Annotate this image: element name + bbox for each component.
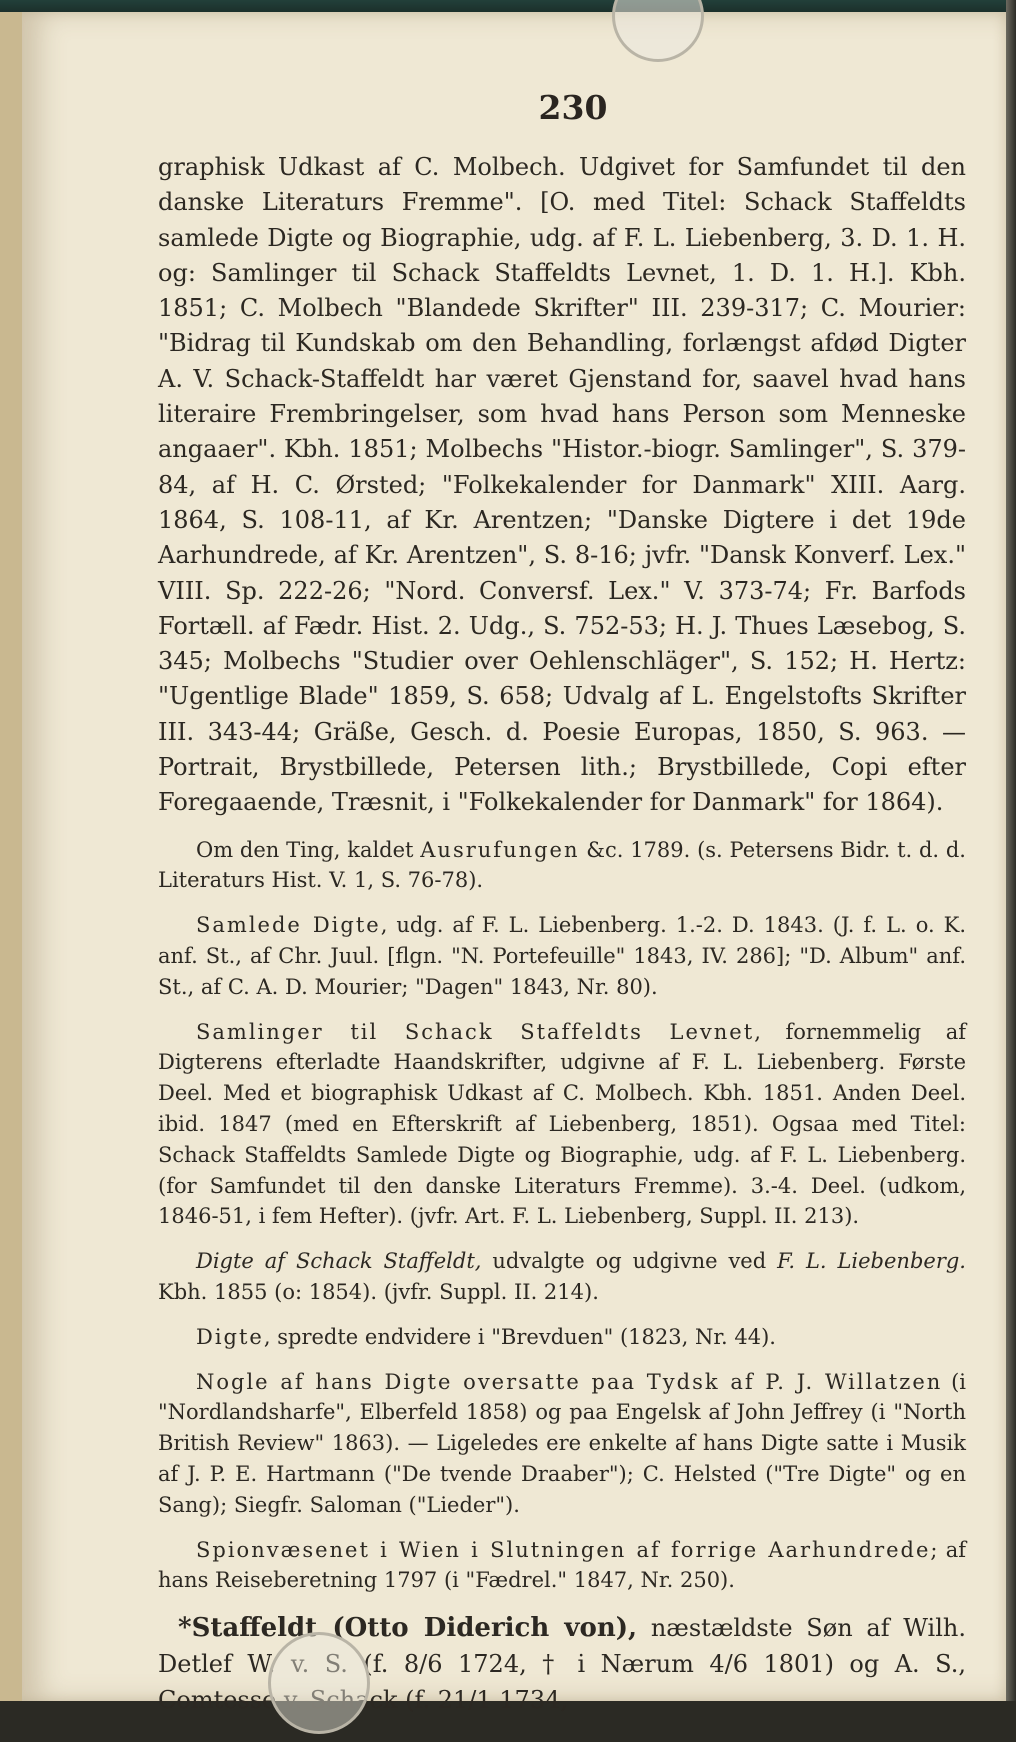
paragraph-text: &c. 1789. (s. Petersens Bidr. t. d. d. Literaturs Hist. V. 1, S. 76-78). [158,837,966,893]
paragraph-spionvaesenet [158,1535,966,1597]
paragraph-samlede-digte [158,910,966,1002]
page-clip-bottom [268,1632,370,1734]
page-content [158,150,966,1742]
paragraph-text: Om den Ting, kaldet [196,837,421,862]
paragraph-text: , udg. af F. L. Liebenberg. 1.-2. D. 1843. (J. f. L. o. K. anf. St., af Chr. Juul. [flgn. "N. Portefeuille" 1843, IV. 286]; "D. Album" anf. St., af C. A. D. Mourier; "Dagen" 1843, Nr. 80). [158,913,967,999]
paragraph-spaced-title: Samlinger til Schack Staffeldts Levnet [196,1019,755,1044]
paragraph-ausrufungen [158,835,966,897]
entry-text: næstældste Søn af Wilh. Detlef W. v. S. (f. 8/6 1724, † i Nærum 4/6 1801) og A. S., Comtesse v. Schack (f. 21/1 1734, [158,1614,966,1715]
main-text: graphisk Udkast af C. Molbech. Udgivet for Samfundet til den danske Literaturs Fremme". [O. med Titel: Schack Staffeldts samlede Digte og Biographie, udg. af F. L. Liebenberg, 3. D. 1. H. og: Samlinger til Schack Staffeldts Levnet, 1. D. 1. H.]. Kbh. 1851; C. Molbech "Blandede Skrifter" III. 239-317; C. Mourier: "Bidrag til Kundskab om den Behandling, forlængst afdød Digter A. V. Schack-Staffeldt har været Gjenstand for, saavel hvad hans literaire Frembringelser, som hvad hans Person som Menneske angaaer". Kbh. 1851; Molbechs "Histor.-biogr. Samlinger", S. 379-84, af H. C. Ørsted; "Folkekalender for Danmark" XIII. Aarg. 1864, S. 108-11, af Kr. Arentzen; "Danske Digtere i det 19de Aarhundrede, af Kr. Arentzen", S. 8-16; jvfr. "Dansk Konverf. Lex." VIII. Sp. 222-26; "Nord. Conversf. Lex." V. 373-74; Fr. Barfods Fortæll. af Fædr. Hist. 2. Udg., S. 752-53; H. J. Thues Læsebog, S. 345; Molbechs "Studier over Oehlenschläger", S. 152; H. Hertz: "Ugentlige Blade" 1859, S. 658; Udvalg af L. Engelstofts Skrifter III. 343-44; Gräße, Gesch. d. Poesie Europas, 1850, S. 963. — Portrait, Brystbillede, Petersen lith.; Brystbillede, Copi efter Foregaaende, Træsnit, i "Folkekalender for Danmark" for 1864). [158,153,966,817]
paragraph-text: Kbh. 1855 (o: 1854). (jvfr. Suppl. II. 214). [158,1280,599,1304]
paragraph-text: udvalgte og udgivne ved [481,1249,778,1274]
paragraph-spaced-title: Spionvæsenet i Wien i Slutningen af forrige Aarhundrede [196,1537,931,1562]
paragraph-italic-title: Digte af Schack Staffeldt, [196,1249,482,1274]
entry-headword: *Staffeldt (Otto Diderich von), [178,1613,638,1644]
paragraph-samlinger [158,1017,966,1233]
paragraph-digte-spredte [158,1322,966,1353]
paragraph-spaced-title: Ausrufungen [420,837,580,862]
paragraph-text: , fornemmelig af Digterens efterladte Haandskrifter, udgivne af F. L. Liebenberg. Første Deel. Med et biographisk Udkast af C. Molbech. Kbh. 1851. Anden Deel. ibid. 1847 (med en Efterskrift af Liebenberg, 1851). Ogsaa med Titel: Schack Staffeldts Samlede Digte og Biographie, udg. af F. L. Liebenberg. (for Samfundet til den danske Literaturs Fremme). 3.-4. Deel. (udkom, 1846-51, i fem Hefter). (jvfr. Art. F. L. Liebenberg, Suppl. II. 213). [158,1019,967,1229]
paragraph-italic-editor: F. L. Liebenberg. [777,1249,966,1274]
paragraph-digte-udvalgte [158,1246,966,1308]
paragraph-oversatte [158,1367,966,1521]
paragraph-spaced-title: Nogle af hans Digte oversatte paa Tydsk af P. J. Willatzen [196,1369,943,1394]
page-number: 230 [538,88,608,127]
paragraph-spaced-title: Samlede Digte [196,913,381,938]
paragraph-text: , spredte endvidere i "Brevduen" (1823, Nr. 44). [263,1324,776,1349]
paragraph-spaced-title: Digte [196,1324,264,1349]
paragraph-text: (i "Nordlandsharfe", Elberfeld 1858) og paa Engelsk af John Jeffrey (i "North British Review" 1863). — Ligeledes ere enkelte af hans Digte satte i Musik af J. P. E. Hartmann ("De tvende Draaber"); C. Helsted ("Tre Digte" og en Sang); Siegfr. Saloman ("Lieder"). [158,1369,966,1517]
book-edge [1006,0,1016,1701]
paragraph-text: ; af hans Reiseberetning 1797 (i "Fædrel." 1847, Nr. 250). [158,1537,967,1593]
